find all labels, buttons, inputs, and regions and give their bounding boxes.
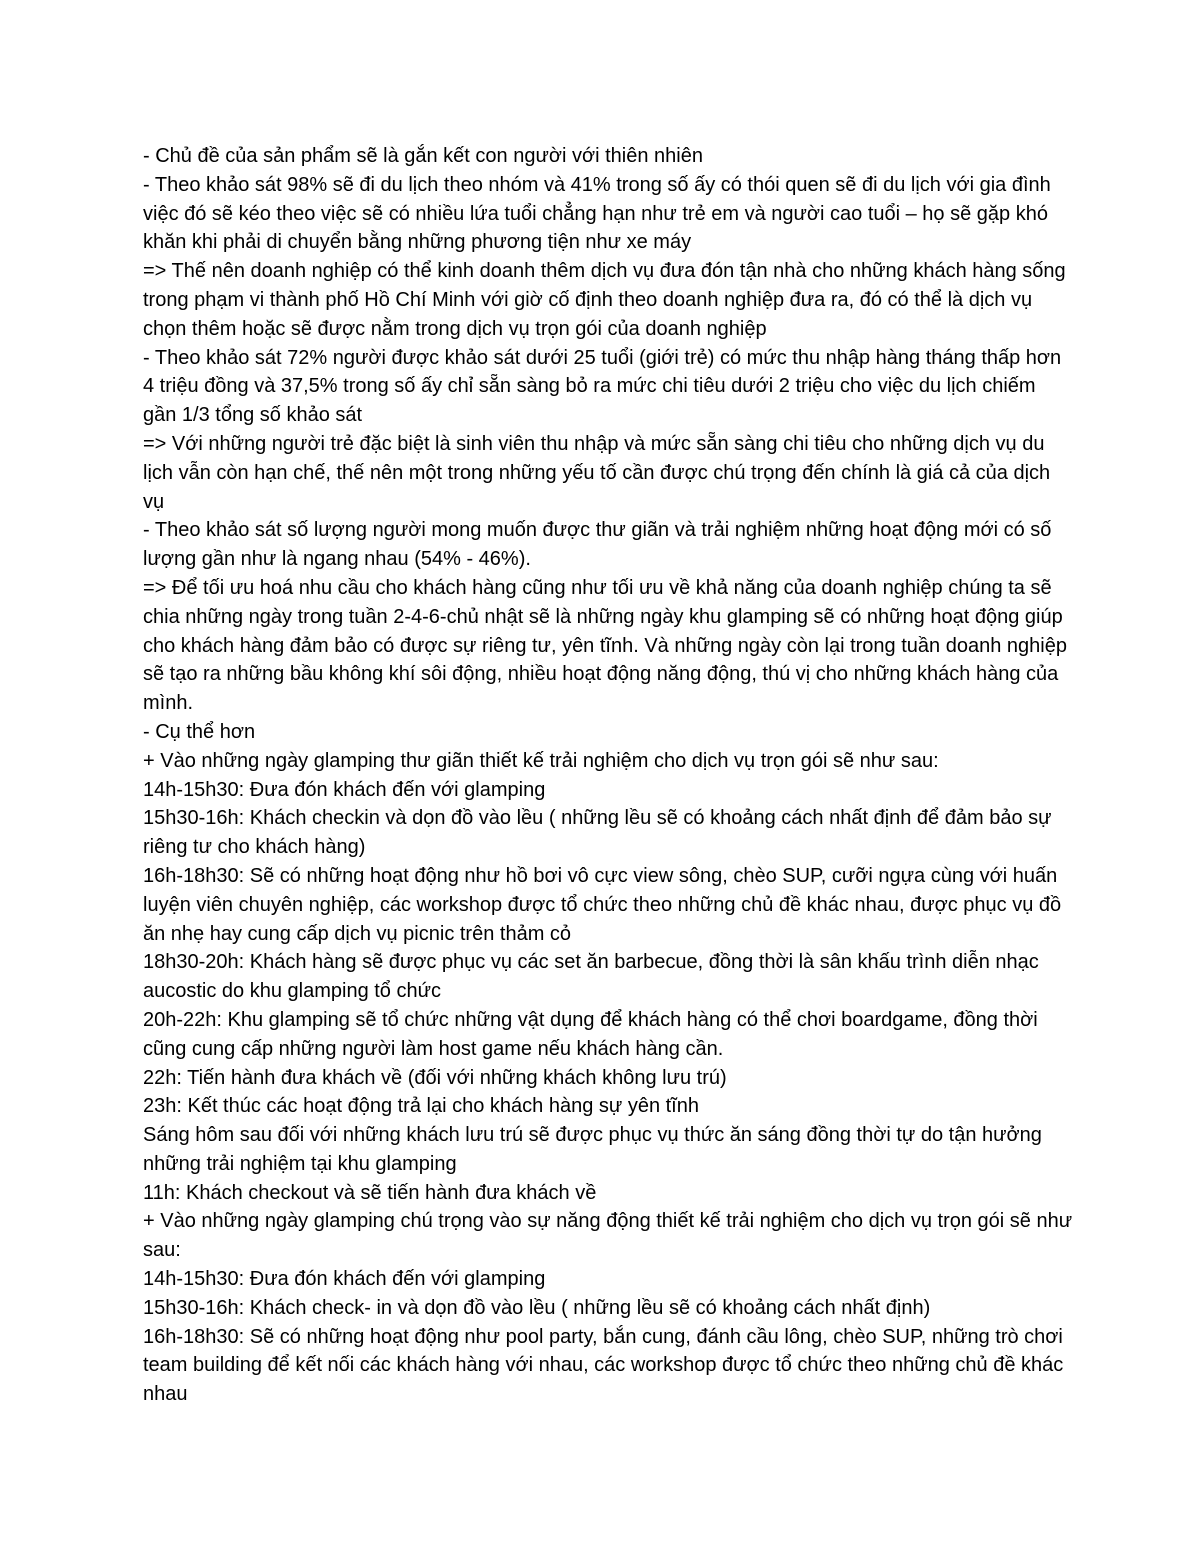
schedule-item: 11h: Khách checkout và sẽ tiến hành đưa khách về <box>143 1181 597 1204</box>
paragraph-conclusion-pickup-service: => Thế nên doanh nghiệp có thể kinh doanh thêm dịch vụ đưa đón tận nhà cho những khách hàng sống trong phạm vi thành phố Hồ Chí Minh với giờ cố định theo doanh nghiệp đưa ra, đó có thể là dịch vụ chọn thêm hoặc sẽ được nằm trong dịch vụ trọn gói của doanh nghiệp <box>143 260 1066 340</box>
schedule-item: 15h30-16h: Khách check- in và dọn đồ vào lều ( những lều sẽ có khoảng cách nhất định) <box>143 1296 931 1319</box>
schedule-item: 23h: Kết thúc các hoạt động trả lại cho khách hàng sự yên tĩnh <box>143 1095 699 1118</box>
paragraph-survey-group-travel: - Theo khảo sát 98% sẽ đi du lịch theo nhóm và 41% trong số ấy có thói quen sẽ đi du lịch với gia đình việc đó sẽ kéo theo việc sẽ có nhiều lứa tuổi chẳng hạn như trẻ em và người cao tuổi – họ sẽ gặp khó khăn khi phải di chuyển bằng những phương tiện như xe máy <box>143 173 1051 254</box>
document-body <box>143 142 1073 1409</box>
schedule-item: 18h30-20h: Khách hàng sẽ được phục vụ các set ăn barbecue, đồng thời là sân khấu trình diễn nhạc aucostic do khu glamping tổ chức <box>143 951 1039 1003</box>
paragraph-more-specific: - Cụ thể hơn <box>143 720 256 743</box>
schedule-item: 15h30-16h: Khách checkin và dọn đồ vào lều ( những lều sẽ có khoảng cách nhất định để đảm bảo sự riêng tư cho khách hàng) <box>143 807 1052 859</box>
paragraph-active-days-heading: + Vào những ngày glamping chú trọng vào sự năng động thiết kế trải nghiệm cho dịch vụ trọn gói sẽ như sau: <box>143 1210 1073 1262</box>
schedule-item: 22h: Tiến hành đưa khách về (đối với những khách không lưu trú) <box>143 1066 727 1089</box>
schedule-item: Sáng hôm sau đối với những khách lưu trú sẽ được phục vụ thức ăn sáng đồng thời tự do tận hưởng những trải nghiệm tại khu glamping <box>143 1124 1042 1175</box>
schedule-item: 20h-22h: Khu glamping sẽ tổ chức những vật dụng để khách hàng có thể chơi boardgame, đồng thời cũng cung cấp những người làm host game nếu khách hàng cần. <box>143 1008 1038 1060</box>
schedule-item: 16h-18h30: Sẽ có những hoạt động như pool party, bắn cung, đánh cầu lông, chèo SUP, những trò chơi team building để kết nối các khách hàng với nhau, các workshop được tổ chức theo những chủ đề khác nhau <box>143 1325 1064 1406</box>
paragraph-topic: - Chủ đề của sản phẩm sẽ là gắn kết con người với thiên nhiên <box>143 145 703 167</box>
paragraph-conclusion-weekly-schedule: => Để tối ưu hoá nhu cầu cho khách hàng cũng như tối ưu về khả năng của doanh nghiệp chúng ta sẽ chia những ngày trong tuần 2-4-6-chủ nhật sẽ là những ngày khu glamping sẽ có những hoạt động giúp cho khách hàng đảm bảo có được sự riêng tư, yên tĩnh. Và những ngày còn lại trong tuần doanh nghiệp sẽ tạo ra những bầu không khí sôi động, nhiều hoạt động năng động, thú vị cho những khách hàng của mình. <box>143 576 1067 715</box>
paragraph-survey-income: - Theo khảo sát 72% người được khảo sát dưới 25 tuổi (giới trẻ) có mức thu nhập hàng tháng thấp hơn 4 triệu đồng và 37,5% trong số ấy chỉ sẵn sàng bỏ ra mức chi tiêu dưới 2 triệu cho việc du lịch chiếm gần 1/3 tổng số khảo sát <box>143 346 1062 427</box>
schedule-item: 14h-15h30: Đưa đón khách đến với glamping <box>143 1268 546 1291</box>
paragraph-conclusion-pricing: => Với những người trẻ đặc biệt là sinh viên thu nhập và mức sẵn sàng chi tiêu cho những dịch vụ du lịch vẫn còn hạn chế, thế nên một trong những yếu tố cần được chú trọng đến chính là giá cả của dịch vụ <box>143 432 1051 513</box>
paragraph-relax-days-heading: + Vào những ngày glamping thư giãn thiết kế trải nghiệm cho dịch vụ trọn gói sẽ như sau: <box>143 749 939 772</box>
paragraph-survey-relax-vs-activity: - Theo khảo sát số lượng người mong muốn được thư giãn và trải nghiệm những hoạt động mới có số lượng gần như là ngang nhau (54% - 46%). <box>143 519 1052 571</box>
schedule-item: 16h-18h30: Sẽ có những hoạt động như hồ bơi vô cực view sông, chèo SUP, cưỡi ngựa cùng với huấn luyện viên chuyên nghiệp, các workshop được tổ chức theo những chủ đề khác nhau, được phục vụ đồ ăn nhẹ hay cung cấp dịch vụ picnic trên thảm cỏ <box>143 864 1062 945</box>
schedule-item: 14h-15h30: Đưa đón khách đến với glamping <box>143 778 546 801</box>
